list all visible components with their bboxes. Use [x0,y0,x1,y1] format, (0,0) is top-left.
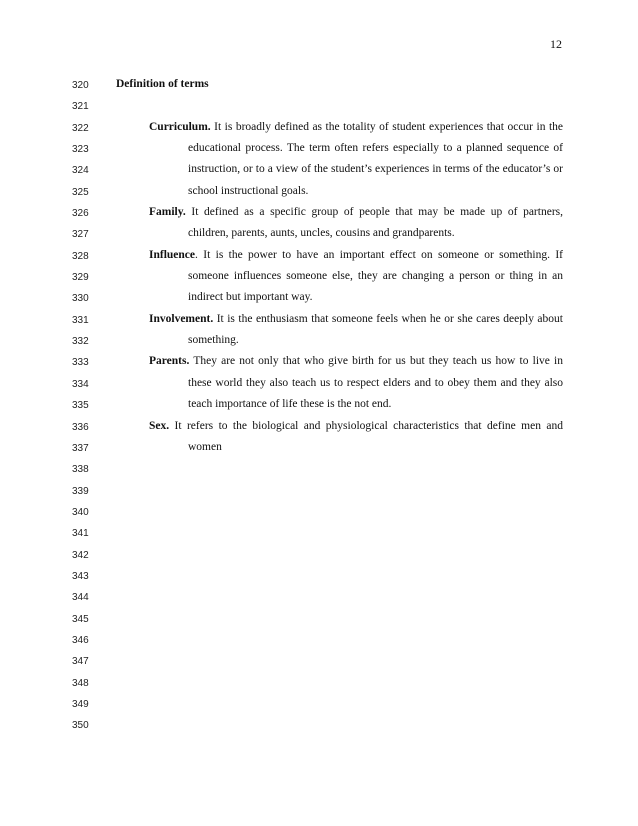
term-name: Sex. [149,419,170,432]
line-number: 331 [72,314,89,326]
line-number: 345 [72,613,89,625]
line-number: 350 [72,720,89,732]
line-number: 325 [72,186,89,198]
term-name: Curriculum. [149,120,211,133]
blank-line [116,95,563,116]
line-number: 322 [72,122,89,134]
line-number: 349 [72,698,89,710]
line-number: 329 [72,272,89,284]
term-influence [116,245,563,309]
line-number: 330 [72,293,89,305]
line-number: 344 [72,592,89,604]
line-number: 336 [72,421,89,433]
line-number: 347 [72,656,89,668]
term-name: Involvement. [149,312,214,325]
line-number: 335 [72,400,89,412]
page-number: 12 [550,37,562,51]
term-name: Parents. [149,355,190,368]
line-number: 324 [72,165,89,177]
line-number: 337 [72,442,89,454]
line-number: 321 [72,101,89,113]
line-number: 332 [72,336,89,348]
line-number: 326 [72,208,89,220]
line-number-column [72,75,106,737]
term-name: Family. [149,206,186,219]
line-number: 320 [72,80,89,91]
term-parents [116,351,563,415]
term-name: Influence [149,248,195,261]
line-number: 341 [72,528,89,540]
term-definition: It is broadly defined as the totality of student experiences that occur in the educational process. The term often refers especially to a planned sequence of instruction, or to a view of the student’s experiences in terms of the educator’s or school instructional goals. [188,120,563,197]
line-number: 327 [72,229,89,241]
line-number: 323 [72,144,89,156]
term-family [116,202,563,245]
line-number: 333 [72,357,89,369]
term-definition: . It is the power to have an important effect on someone or something. If someone influences someone else, they are changing a person or thing in an indirect but important way. [188,248,563,304]
line-number: 334 [72,378,89,390]
line-number: 342 [72,549,89,561]
term-definition: It is the enthusiasm that someone feels when he or she cares deeply about something. [188,312,563,347]
term-sex [116,416,563,459]
line-number: 328 [72,250,89,262]
line-number: 346 [72,634,89,646]
section-heading: Definition of terms [116,78,209,90]
term-definition: It defined as a specific group of people that may be made up of partners, children, parents, aunts, uncles, cousins and grandparents. [185,206,563,240]
line-number: 348 [72,677,89,689]
line-number: 343 [72,570,89,582]
term-definition: They are not only that who give birth for us but they teach us how to live in these world they also teach us to respect elders and to obey them and they also teach importance of life these is the not end. [188,355,563,411]
term-involvement [116,309,563,352]
term-curriculum [116,117,563,202]
line-number: 339 [72,485,89,497]
line-number: 338 [72,464,89,476]
term-definition: It refers to the biological and physiological characteristics that define men and women [169,419,563,453]
document-body [116,74,563,458]
line-number: 340 [72,506,89,518]
